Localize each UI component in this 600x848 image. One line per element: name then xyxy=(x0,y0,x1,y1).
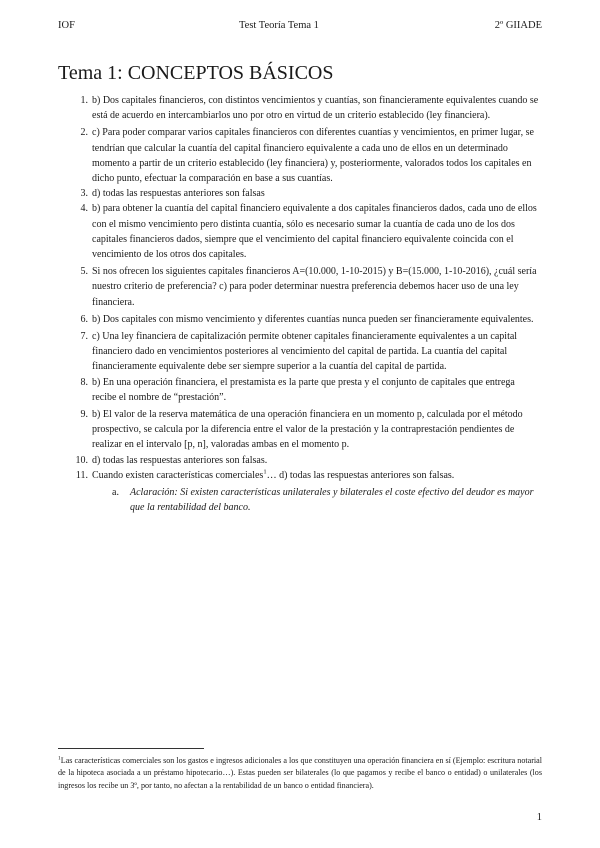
item-text: b) Dos capitales con mismo vencimiento y diferentes cuantías nunca pueden ser financieramente equivalentes. xyxy=(92,313,534,325)
item-text: d) todas las respuestas anteriores son falsas xyxy=(92,188,265,200)
item-text: b) para obtener la cuantía del capital financiero equivalente a dos capitales financieros dados, cada uno de ellos con el mismo vencimiento pero distinta cuantía, sólo es necesario sumar la cuantía de cada uno de los dos capitales financieros dados, siempre que el vencimiento del capital financiero equivalente coincida con el vencimiento de los otros dos capitales. xyxy=(92,203,537,261)
item-text: b) El valor de la reserva matemática de una operación financiera en un momento p, calculada por el método prospectivo, se calcula por la diferencia entre el valor de la prestación y la contraprestación pendientes de realizar en el intervalo [p, n], valoradas ambas en el momento p. xyxy=(92,409,523,451)
item-text: b) Dos capitales financieros, con distintos vencimientos y cuantías, son financieramente equivalentes cuando se está de acuerdo en intercambiarlos uno por otro en virtud de un criterio establecido (ley financiera). xyxy=(92,95,539,122)
item-text: Si nos ofrecen los siguientes capitales financieros A=(10.000, 1-10-2015) y B=(15.000, 1-10-2016), ¿cuál sería nuestro criterio de preferencia? c) para poder determinar nuestra preferencia debemos hacer uso de una ley financiera. xyxy=(92,266,537,308)
sub-item-container xyxy=(58,483,540,515)
header-course: IOF xyxy=(58,20,75,31)
item-number: 2. xyxy=(80,127,88,139)
item-text: b) En una operación financiera, el prestamista es la parte que presta y el conjunto de capitales que entrega recibe el nombre de “prestación”. xyxy=(92,376,515,403)
item-number: 11. xyxy=(75,469,88,481)
list-item xyxy=(58,375,540,405)
item-number: 7. xyxy=(80,331,88,343)
item-number: 8. xyxy=(80,376,88,388)
footnote-separator xyxy=(58,748,204,749)
item-number: 3. xyxy=(80,188,88,200)
header-title: Test Teoría Tema 1 xyxy=(239,20,319,31)
item-number: 5. xyxy=(80,266,88,278)
answer-list xyxy=(58,93,540,483)
page-header xyxy=(58,20,542,34)
sub-item-text: Aclaración: Si existen características unilaterales y bilaterales el coste efectivo del deudor es mayor que la rentabilidad del banco. xyxy=(130,487,534,514)
list-item xyxy=(58,125,540,186)
page-number: 1 xyxy=(536,812,542,823)
item-number: 9. xyxy=(80,409,88,421)
list-item xyxy=(58,453,540,468)
item-number: 6. xyxy=(80,313,88,325)
footnote xyxy=(58,755,542,792)
item-text: c) Para poder comparar varios capitales financieros con diferentes cuantías y vencimientos, en primer lugar, se tendrían que calcular la cuantía del capital financiero equivalente a cada uno de ellos en un determinado momento a partir de un criterio establecido (ley financiera) y, posteriormente, valorados todos los capitales en dicho punto, efectuar la comparación en base a sus cuantías. xyxy=(92,127,534,185)
list-item xyxy=(58,407,540,453)
item-text: d) todas las respuestas anteriores son falsas. xyxy=(92,454,268,466)
list-item xyxy=(58,312,540,327)
item-number: 10. xyxy=(75,454,88,466)
list-item xyxy=(58,93,540,123)
item-text-before: Cuando existen características comerciales xyxy=(92,469,264,481)
sub-item-letter: a. xyxy=(112,487,119,498)
item-number: 4. xyxy=(80,203,88,215)
item-number: 1. xyxy=(80,95,88,106)
header-degree: 2º GIIADE xyxy=(494,20,542,31)
item-text-after: … d) todas las respuestas anteriores son falsas. xyxy=(266,469,455,481)
list-item xyxy=(58,201,540,262)
list-item xyxy=(58,468,540,483)
footnote-mark: 1 xyxy=(58,755,61,762)
list-item xyxy=(58,264,540,310)
footnote-text: Las características comerciales son los gastos e ingresos adicionales a los que constituyen una operación financiera en sí (Ejemplo: escritura notarial de la hipoteca asociada a un préstamo hipotecario…). Estas pueden ser bilaterales (lo que pagamos y recibe el banco o entidad) o unilaterales (los ingresos los recibe un 3º, por tanto, no afectan a la rentabilidad de un banco o entidad financiera). xyxy=(58,756,542,790)
item-text: c) Una ley financiera de capitalización permite obtener capitales financieramente equivalentes a un capital financiero dado en vencimientos posteriores al vencimiento del capital de partida. La cuantía del capital financieramente equivalente debe ser siempre superior a la cuantía del capital de partida. xyxy=(92,331,518,373)
footnote-reference[interactable]: 1 xyxy=(263,468,267,476)
sub-item-clarification xyxy=(58,485,540,515)
list-item xyxy=(58,329,540,375)
list-item xyxy=(58,186,540,201)
page-title: Tema 1: CONCEPTOS BÁSICOS xyxy=(58,62,334,84)
